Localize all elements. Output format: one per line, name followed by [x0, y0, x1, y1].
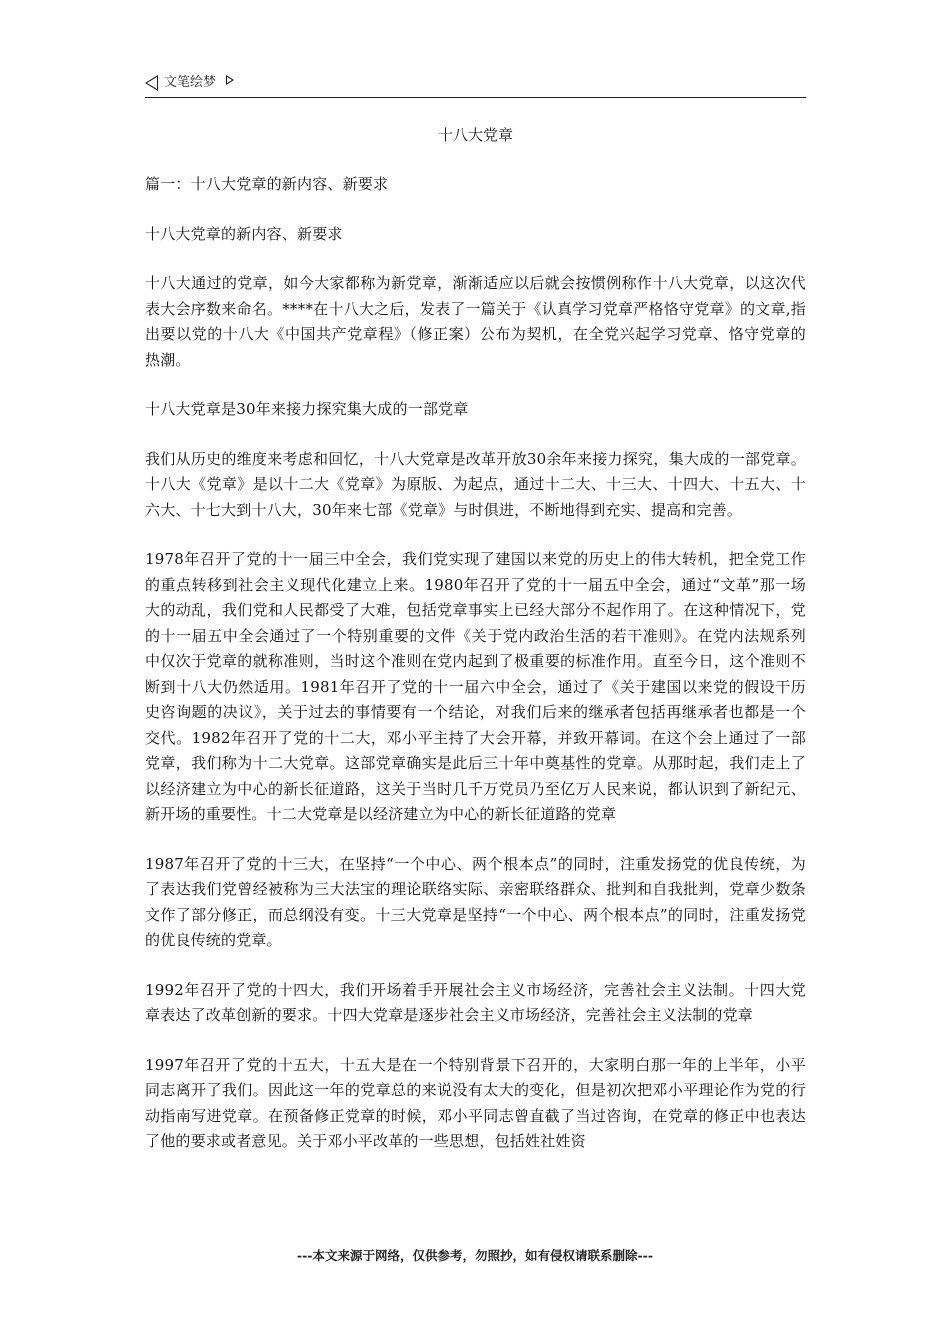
page-header — [145, 73, 806, 97]
header-divider — [145, 97, 806, 98]
paragraph: 十八大党章是30年来接力探究集大成的一部党章 — [145, 400, 469, 418]
header-brand — [145, 73, 806, 93]
brand-name: 文笔绘梦 — [164, 75, 217, 90]
footer-notice: ---本文来源于网络，仅供参考，勿照抄，如有侵权请联系删除--- — [296, 1248, 654, 1263]
paragraph: 1978年召开了党的十一届三中全会，我们党实现了建国以来党的历史上的伟大转机，把全党工作的重点转移到社会主义现代化建立上来。1980年召开了党的十一届五中全会，通过“文革”那一场大的动乱，我们党和人民都受了大难，包括党章事实上已经大部分不起作用了。在这种情况下，党的十一届五中全会通过了一个特别重要的文件《关于党内政治生活的若干准则》。在党内法规系列中仅次于党章的就称准则，当时这个准则在党内起到了极重要的标准作用。直至今日，这个准则不断到十八大仍然适用。1981年召开了党的十一届六中全会，通过了《关于建国以来党的假设干历史咨询题的决议》，关于过去的事情要有一个结论，对我们后来的继承者包括再继承者也都是一个交代。1982年召开了党的十二大，邓小平主持了大会开幕，并致开幕词。在这个会上通过了一部党章，我们称为十二大党章。这部党章确实是此后三十年中奠基性的党章。从那时起，我们走上了以经济建立为中心的新长征道路，这关于当时几千万党员乃至亿万人民来说，都认识到了新纪元、新开场的重要性。十二大党章是以经济建立为中心的新长征道路的党章 — [145, 550, 806, 823]
paragraph: 1992年召开了党的十四大，我们开场着手开展社会主义市场经济，完善社会主义法制。十四大党章表达了改革创新的要求。十四大党章是逐步社会主义市场经济，完善社会主义法制的党章 — [145, 980, 806, 1024]
document-title: 十八大党章 — [437, 126, 513, 144]
triangle-right-icon — [226, 75, 234, 85]
paragraph: 我们从历史的维度来考虑和回忆，十八大党章是改革开放30余年来接力探究，集大成的一部党章。十八大《党章》是以十二大《党章》为原版、为起点，通过十二大、十三大、十四大、十五大、十六大、十七大到十八大，30年来七部《党章》与时俱进，不断地得到充实、提高和完善。 — [145, 449, 806, 519]
document-body — [145, 122, 806, 1179]
triangle-left-icon — [145, 75, 158, 91]
paragraph: 十八大通过的党章，如今大家都称为新党章，渐渐适应以后就会按惯例称作十八大党章，以这次代表大会序数来命名。****在十八大之后，发表了一篇关于《认真学习党章严格恪守党章》的文章,指出要以党的十八大《中国共产党章程》（修正案）公布为契机，在全党兴起学习党章、恪守党章的热潮。 — [145, 274, 806, 369]
paragraph: 篇一：十八大党章的新内容、新要求 — [145, 175, 389, 193]
paragraph: 1987年召开了党的十三大，在坚持“一个中心、两个根本点”的同时，注重发扬党的优良传统，为了表达我们党曾经被称为三大法宝的理论联络实际、亲密联络群众、批判和自我批判，党章少数条文作了部分修正，而总纲没有变。十三大党章是坚持“一个中心、两个根本点”的同时，注重发扬党的优良传统的党章。 — [145, 854, 806, 949]
paragraph: 十八大党章的新内容、新要求 — [145, 224, 343, 243]
paragraph: 1997年召开了党的十五大，十五大是在一个特别背景下召开的，大家明白那一年的上半年，小平同志离开了我们。因此这一年的党章总的来说没有太大的变化，但是初次把邓小平理论作为党的行动指南写进党章。在预备修正党章的时候，邓小平同志曾直截了当过咨询，在党章的修正中也表达了他的要求或者意见。关于邓小平改革的一些思想，包括姓社姓资 — [145, 1055, 806, 1150]
